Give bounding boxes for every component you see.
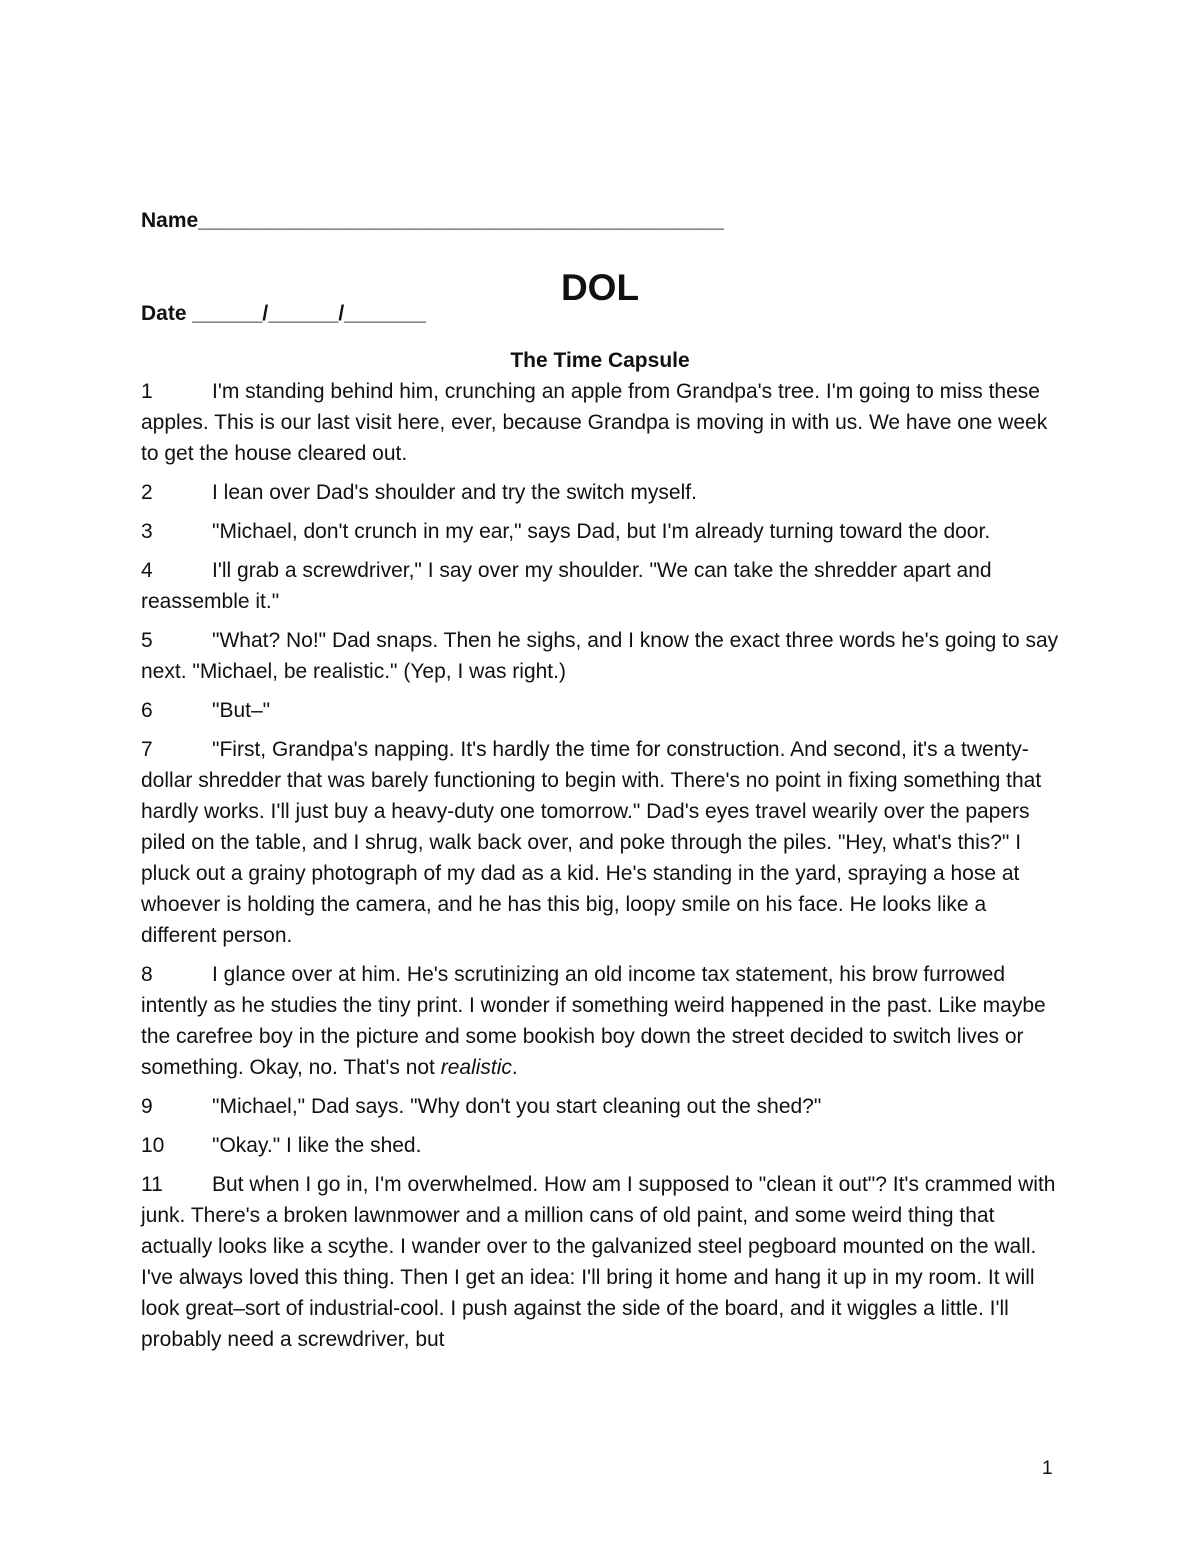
paragraph-text: "What? No!" Dad snaps. Then he sighs, and I know the exact three words he's going to say next. "Michael, be realistic." (Yep, I was right.) xyxy=(141,629,1059,683)
paragraph-text: "Michael, don't crunch in my ear," says Dad, but I'm already turning toward the door. xyxy=(212,520,991,543)
paragraph-number: 3 xyxy=(141,520,153,543)
paragraph-number: 10 xyxy=(141,1134,165,1157)
paragraph xyxy=(141,1169,1061,1355)
paragraph-text: I lean over Dad's shoulder and try the switch myself. xyxy=(212,481,697,504)
name-line: Name_____________________________________________ xyxy=(141,209,724,232)
paragraph xyxy=(141,516,1061,547)
paragraph xyxy=(141,959,1061,1083)
paragraph-text: But when I go in, I'm overwhelmed. How am I supposed to "clean it out"? It's crammed with junk. There's a broken lawnmower and a million cans of old paint, and some weird thing that actually looks like a scythe. I wander over to the galvanized steel pegboard mounted on the wall. I've always loved this thing. Then I get an idea: I'll bring it home and hang it up in my room. It will look great–sort of industrial-cool. I push against the side of the board, and it wiggles a little. I'll probably need a screwdriver, but xyxy=(141,1173,1056,1351)
paragraph-text: I'll grab a screwdriver," I say over my shoulder. "We can take the shredder apart and reassemble it." xyxy=(141,559,992,613)
paragraph-number: 5 xyxy=(141,629,153,652)
paragraph-number: 6 xyxy=(141,699,153,722)
paragraph-number: 11 xyxy=(141,1173,163,1196)
paragraph-text: "Michael," Dad says. "Why don't you start cleaning out the shed?" xyxy=(212,1095,822,1118)
paragraph xyxy=(141,376,1061,469)
paragraph-text: I glance over at him. He's scrutinizing an old income tax statement, his brow furrowed intently as he studies the tiny print. I wonder if something weird happened in the past. Like maybe the carefree boy in the picture and some bookish boy down the street decided to switch lives or something. Okay, no. That's not xyxy=(141,963,1046,1079)
page-title: DOL xyxy=(560,267,640,308)
paragraph-text: "Okay." I like the shed. xyxy=(212,1134,422,1157)
paragraph xyxy=(141,1091,1061,1122)
paragraph xyxy=(141,477,1061,508)
italic-word: realistic xyxy=(440,1056,512,1079)
paragraph xyxy=(141,695,1061,726)
paragraph-number: 1 xyxy=(141,380,153,403)
paragraph xyxy=(141,555,1061,617)
paragraph xyxy=(141,1130,1061,1161)
paragraph-number: 8 xyxy=(141,963,153,986)
paragraph-text: "But–" xyxy=(212,699,271,722)
paragraph-text: I'm standing behind him, crunching an apple from Grandpa's tree. I'm going to miss these apples. This is our last visit here, ever, because Grandpa is moving in with us. We have one week to get the house cleared out. xyxy=(141,380,1048,465)
story-title: The Time Capsule xyxy=(510,349,690,372)
paragraph-text-end: . xyxy=(511,1056,518,1079)
paragraph-number: 2 xyxy=(141,481,153,504)
paragraph-text: "First, Grandpa's napping. It's hardly the time for construction. And second, it's a twenty-dollar shredder that was barely functioning to begin with. There's no point in fixing something that hardly works. I'll just buy a heavy-duty one tomorrow." Dad's eyes travel wearily over the papers piled on the table, and I shrug, walk back over, and poke through the piles. "Hey, what's this?" I pluck out a grainy photograph of my dad as a kid. He's standing in the yard, spraying a hose at whoever is holding the camera, and he has this big, loopy smile on his face. He looks like a different person. xyxy=(141,738,1042,947)
page-number: 1 xyxy=(1042,1458,1053,1479)
date-line: Date ______/______/_______ xyxy=(141,302,426,325)
paragraph-number: 9 xyxy=(141,1095,153,1118)
paragraph xyxy=(141,734,1061,951)
story-body xyxy=(141,376,1061,1363)
paragraph xyxy=(141,625,1061,687)
paragraph-number: 7 xyxy=(141,738,153,761)
paragraph-number: 4 xyxy=(141,559,153,582)
